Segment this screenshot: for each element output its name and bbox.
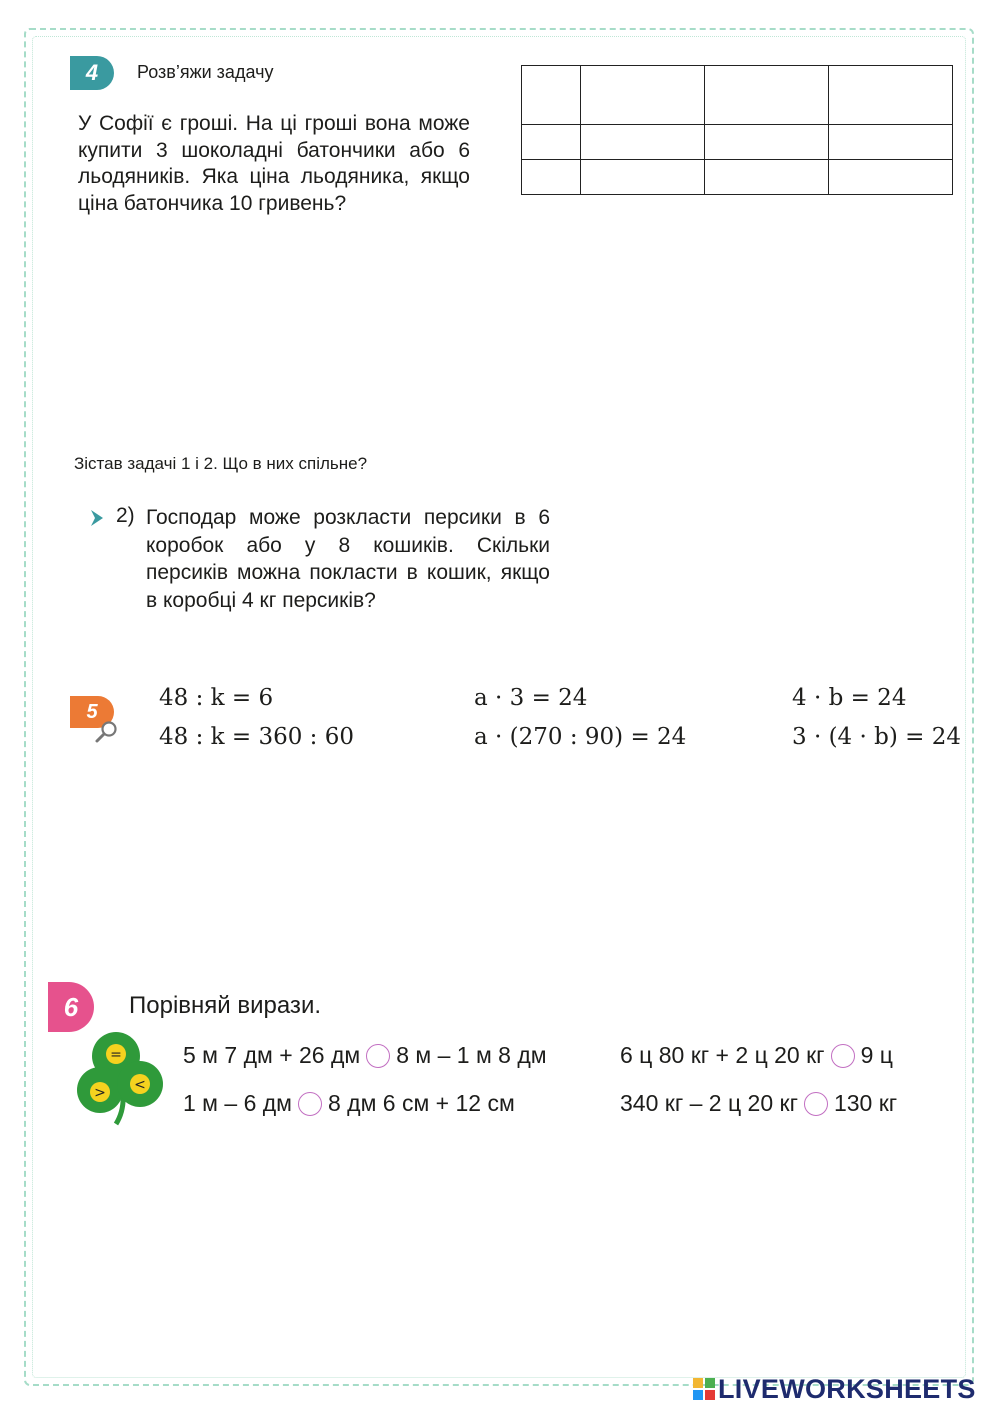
liveworksheets-logo xyxy=(693,1374,976,1405)
expression-right: 8 дм 6 см + 12 см xyxy=(327,1090,515,1116)
answer-table xyxy=(521,65,953,195)
expression-right: 9 ц xyxy=(860,1042,893,1068)
table-cell[interactable] xyxy=(522,66,581,125)
logo-mark-icon xyxy=(693,1378,715,1402)
expression-left: 1 м – 6 дм xyxy=(183,1090,292,1116)
equation: 48 : k = 360 : 60 xyxy=(159,724,355,750)
clover-sign: > xyxy=(94,1085,106,1101)
clover-sign: = xyxy=(110,1047,122,1063)
task-6-title: Порівняй вирази. xyxy=(129,992,322,1019)
comparison-slot[interactable] xyxy=(831,1044,855,1068)
equation: 48 : k = 6 xyxy=(159,685,274,711)
table-cell[interactable] xyxy=(581,160,705,195)
comparison-slot[interactable] xyxy=(804,1092,828,1116)
task-5-number: 5 xyxy=(86,700,98,723)
task-6-number: 6 xyxy=(63,991,79,1022)
comparison-slot[interactable] xyxy=(366,1044,390,1068)
task-2-text: Господар може розкласти персики в 6 коробок або у 8 кошиків. Скільки персиків можна покласти в кошик, якщо в коробці 4 кг персиків? xyxy=(146,506,550,612)
table-cell[interactable] xyxy=(581,125,705,160)
expression-left: 6 ц 80 кг + 2 ц 20 кг xyxy=(620,1042,825,1068)
table-cell[interactable] xyxy=(829,66,953,125)
comparison-row xyxy=(620,1042,893,1069)
clover-sign: < xyxy=(134,1077,146,1093)
equation: a · 3 = 24 xyxy=(474,685,588,711)
comparison-row xyxy=(183,1090,515,1117)
table-cell[interactable] xyxy=(705,125,829,160)
table-cell[interactable] xyxy=(829,125,953,160)
table-cell[interactable] xyxy=(705,160,829,195)
logo-text: LIVEWORKSHEETS xyxy=(718,1374,976,1404)
magnifier-icon xyxy=(94,718,120,744)
expression-left: 340 кг – 2 ц 20 кг xyxy=(620,1090,798,1116)
task-4-text: У Софії є гроші. На ці гроші вона може купити 3 шоколадні батончики або 6 льодяників. Яка ціна льодяника, якщо ціна батончика 10 гривень? xyxy=(78,112,470,215)
comparison-slot[interactable] xyxy=(298,1092,322,1116)
task-2-number: 2) xyxy=(116,504,135,527)
equation: 3 · (4 · b) = 24 xyxy=(792,724,961,750)
task-4-title: Розв’яжи задачу xyxy=(137,62,274,82)
equation: 4 · b = 24 xyxy=(792,685,907,711)
comparison-row xyxy=(183,1042,547,1069)
expression-left: 5 м 7 дм + 26 дм xyxy=(183,1042,361,1068)
equation: a · (270 : 90) = 24 xyxy=(474,724,687,750)
table-cell[interactable] xyxy=(522,125,581,160)
expression-right: 130 кг xyxy=(833,1090,898,1116)
table-cell[interactable] xyxy=(522,160,581,195)
table-cell[interactable] xyxy=(705,66,829,125)
comparison-row xyxy=(620,1090,897,1117)
task-4-number: 4 xyxy=(85,60,99,85)
clover-icon xyxy=(76,1028,168,1126)
arrow-icon xyxy=(88,508,106,528)
task-4-badge xyxy=(70,56,114,90)
table-cell[interactable] xyxy=(581,66,705,125)
compare-prompt: Зістав задачі 1 і 2. Що в них спільне? xyxy=(74,454,368,473)
table-cell[interactable] xyxy=(829,160,953,195)
expression-right: 8 м – 1 м 8 дм xyxy=(396,1042,547,1068)
